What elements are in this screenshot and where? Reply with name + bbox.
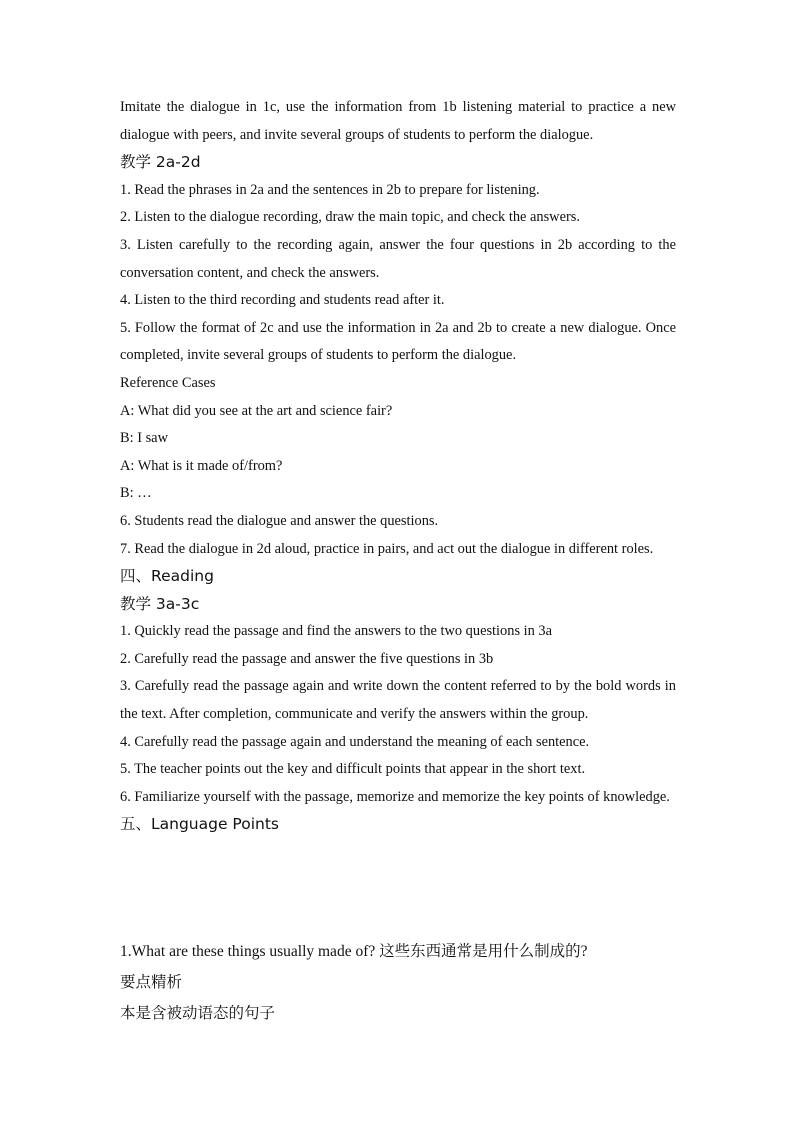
step-4-third-recording: 4. Listen to the third recording and students read after it.	[120, 292, 445, 309]
step-7-read-aloud: 7. Read the dialogue in 2d aloud, practice in pairs, and act out the dialogue in different roles.	[120, 540, 654, 557]
reading-step-6: 6. Familiarize yourself with the passage, memorize and memorize the key points of knowledge.	[120, 788, 670, 805]
reading-step-1: 1. Quickly read the passage and find the answers to the two questions in 3a	[120, 623, 553, 640]
passive-voice-note: 本是含被动语态的句子	[120, 1004, 276, 1022]
dialogue-line-b2: B: …	[120, 485, 152, 502]
paragraph-imitate-dialogue: Imitate the dialogue in 1c, use the information from 1b listening material to practice a new dialogue with peers, and invite several groups of students to perform the dialogue.	[120, 99, 676, 143]
step-1-read-phrases: 1. Read the phrases in 2a and the sentences in 2b to prepare for listening.	[120, 181, 540, 198]
dialogue-line-a1: A: What did you see at the art and science fair?	[120, 402, 393, 419]
step-3-listen-carefully: 3. Listen carefully to the recording again, answer the four questions in 2b according to the conversation content, and check the answers.	[120, 236, 676, 281]
language-points-body	[120, 936, 680, 1029]
step-6-read-dialogue: 6. Students read the dialogue and answer the questions.	[120, 512, 439, 529]
heading-teaching-3a-3c: 教学 3a-3c	[120, 594, 200, 613]
section-five-language-points-heading: 五、Language Points	[120, 815, 279, 834]
reading-step-3: 3. Carefully read the passage again and write down the content referred to by the bold words in the text. After completion, communicate and verify the answers within the group.	[120, 678, 676, 723]
step-5-create-dialogue: 5. Follow the format of 2c and use the information in 2a and 2b to create a new dialogue. Once completed, invite several groups of students to perform the dialogue.	[120, 319, 676, 364]
reference-cases-heading: Reference Cases	[120, 374, 216, 391]
reading-step-4: 4. Carefully read the passage again and understand the meaning of each sentence.	[120, 733, 590, 750]
section-four-reading-heading: 四、Reading	[120, 567, 214, 586]
step-2-listen-dialogue: 2. Listen to the dialogue recording, draw the main topic, and check the answers.	[120, 209, 580, 226]
reading-step-5: 5. The teacher points out the key and difficult points that appear in the short text.	[120, 761, 586, 778]
heading-teaching-2a-2d: 教学 2a-2d	[120, 153, 201, 172]
dialogue-line-b1: B: I saw	[120, 430, 168, 447]
key-points-analysis-heading: 要点精析	[120, 973, 183, 991]
language-point-1: 1.What are these things usually made of? 这些东西通常是用什么制成的?	[120, 943, 588, 960]
dialogue-line-a2: A: What is it made of/from?	[120, 457, 283, 474]
reading-step-2: 2. Carefully read the passage and answer the five questions in 3b	[120, 650, 494, 667]
document-body	[120, 94, 676, 839]
